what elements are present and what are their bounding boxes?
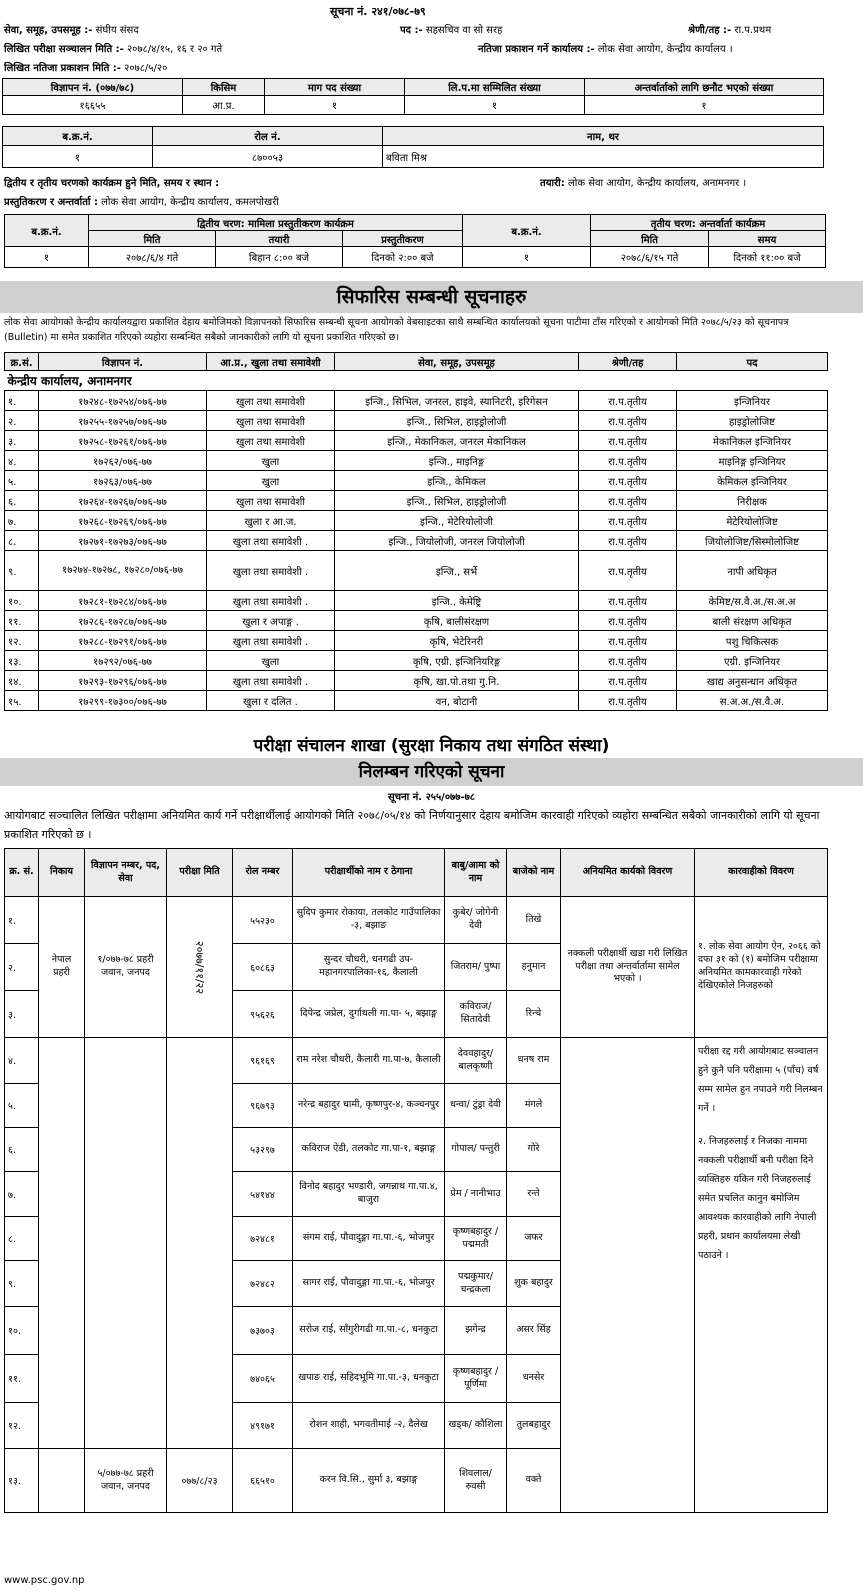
cell-susp-grandfather: हनुमान [507,944,561,991]
th-serial: ब.क्र.नं. [3,127,153,146]
cell-susp-grandfather: वक्ते [507,1449,561,1513]
cell-rec-category: खुला [207,451,335,471]
cell-susp-action [695,1038,828,1513]
cell-rec-class: रा.प.तृतीय [579,491,677,511]
cell-t-serial: १ [463,247,591,268]
cell-rec-adv: १७२६४-१७२६७/०७६-७७ [39,491,207,511]
th-s-serial2: ब.क्र.नं. [463,215,591,247]
cell-rec-service: कृषि, खा.पो.तथा गु.नि. [335,671,579,691]
schedule-label: द्वितीय र तृतीय चरणको कार्यक्रम हुने मिति, समय र स्थान : [4,178,220,189]
cell-rec-post: केमिकल इन्जिनियर [677,471,828,491]
cell-rec-sn: ७. [5,511,39,531]
suspension-title: निलम्बन गरिएको सूचना [0,758,863,786]
cell-susp-grandfather: जफर [507,1217,561,1261]
th-rec-service: सेवा, समूह, उपसमूह [335,353,579,371]
cell-susp-adv-empty [85,1038,167,1449]
cell-susp-sn: १३. [5,1449,39,1513]
cell-susp-grandfather: धनसेर [507,1355,561,1403]
cell-rec-service: इन्जि., मेटेरियोलोजी [335,511,579,531]
table-row [5,391,828,411]
cell-demand: १ [265,96,405,115]
exam-date-value: २०७८/४/१५, १६ र २० गते [126,44,223,55]
cell-susp-sn: २. [5,944,39,991]
cell-rec-sn: १४. [5,671,39,691]
cell-rec-category: खुला तथा समावेशी [207,491,335,511]
action-legal-text: २. निजहरुलाई र निजका नाममा नक्कली परीक्षार्थी बनी परीक्षा दिने व्यक्तिहरु यकिन गरी निजहरुलाई समेत प्रचलित कानुन बमोजिम आवश्यक कारवाहीको लागि नेपाली प्रहरी, प्रधान कार्यालयमा लेखी पठाउने । [698,1136,817,1261]
cell-rec-sn: १०. [5,591,39,611]
cell-susp-parents: गोपाल/ पन्तुरी [445,1128,507,1172]
cell-rec-service: इन्जि., केमिकल [335,471,579,491]
table-row [5,611,828,631]
cell-susp-roll: ७२४८२ [233,1261,293,1307]
cell-rec-adv: १७२७४-१७२७८, १७२८०/०७६-७७ [39,551,207,591]
cell-rec-sn: १२. [5,631,39,651]
cell-rec-category: खुला र अपाङ्ग . [207,611,335,631]
cell-rec-service: वन, बोटानी [335,691,579,711]
cell-s-date: २०७८/६/४ गते [89,247,216,268]
cell-serial: १ [3,146,153,168]
cell-susp-parents: जितराम/ पुष्पा [445,944,507,991]
cell-susp-irregular-empty [561,1038,695,1513]
cell-susp-parents: पद्मकुमार/ चन्द्रकला [445,1261,507,1307]
cell-participants: १ [405,96,585,115]
cell-rec-sn: ८. [5,531,39,551]
th-rec-class: श्रेणी/तह [579,353,677,371]
cell-susp-roll: ५५२३० [233,897,293,944]
cell-susp-sn: ७. [5,1172,39,1217]
table-row [5,897,828,944]
cell-susp-name: सरोज राई, साँगुरीगढी गा.पा.-८, धनकुटा [293,1307,445,1355]
pres-value: लोक सेवा आयोग, केन्द्रीय कार्यालय, कमलपोखरी [101,197,279,208]
cell-rec-category: खुला तथा समावेशी [207,391,335,411]
cell-susp-name: सुदिप कुमार रोकाया, तलकोट गाउँपालिका -३, बझाङ [293,897,445,944]
cell-susp-parents: कुबेर/ जोगेनी देवी [445,897,507,944]
cell-rec-adv: १७२५५-१७२५७/०७६-७७ [39,411,207,431]
service-label: सेवा, समूह, उपसमूह :- [4,25,93,36]
th-type: किसिम [183,79,265,96]
cell-rec-sn: ५. [5,471,39,491]
cell-rec-category: खुला र दलित . [207,691,335,711]
cell-rec-class: रा.प.तृतीय [579,551,677,591]
cell-susp-grandfather: मंगले [507,1084,561,1128]
th-susp-roll: रोल नम्बर [233,849,293,897]
cell-rec-sn: ११. [5,611,39,631]
cell-susp-sn: ५. [5,1084,39,1128]
schedule-table [4,214,826,268]
cell-rec-adv: १७२५८-१७२६१/०७६-७७ [39,431,207,451]
table-row [5,671,828,691]
cell-rec-class: रा.प.तृतीय [579,531,677,551]
cell-rec-service: कृषि, भेटेरिनरी [335,631,579,651]
candidate-table [2,126,824,168]
cell-rec-class: रा.प.तृतीय [579,411,677,431]
cell-susp-grandfather: रन्ते [507,1172,561,1217]
table-row [5,451,828,471]
th-date3: मिति [591,231,709,247]
table-row [5,631,828,651]
cell-rec-service: कृषि, बालीसंरक्षण [335,611,579,631]
cell-s-pres: दिनको २:०० बजे [343,247,463,268]
cell-rec-class: रा.प.तृतीय [579,511,677,531]
cell-rec-post: बाली संरक्षण अधिकृत [677,611,828,631]
table-row [5,691,828,711]
th-selected: अन्तर्वार्ताको लागि छनौट भएको संख्या [585,79,824,96]
cell-susp-name: संगम राई, पौवादुङ्गा गा.पा.-६, भोजपुर [293,1217,445,1261]
cell-rec-class: रा.प.तृतीय [579,391,677,411]
cell-susp-roll: ९५६२६ [233,991,293,1038]
cell-rec-category: खुला तथा समावेशी . [207,671,335,691]
cell-rec-sn: २. [5,411,39,431]
cell-susp-sn: ६. [5,1128,39,1172]
th-second-stage: द्वितीय चरण: मामिला प्रस्तुतीकरण कार्यक्रम [89,215,463,231]
th-rec-sn: क्र.सं. [5,353,39,371]
cell-adv-no: १६६५५ [3,96,183,115]
cell-susp-sn: ४. [5,1038,39,1084]
cell-type: आ.प्र. [183,96,265,115]
cell-rec-category: खुला तथा समावेशी . [207,551,335,591]
cell-rec-service: इन्जि., सर्भे [335,551,579,591]
exam-date-label: लिखित परीक्षा सञ्चालन मिति :- [4,44,124,55]
cell-susp-action: १. लोक सेवा आयोग ऐन, २०६६ को दफा ३१ को (१) बमोजिम परीक्षामा अनियमित कामकारवाही गरेको देखिएकोले निजहरुको [695,897,828,1038]
cell-susp-parents: देववहादुर/ बालकृष्णी [445,1038,507,1084]
cell-susp-sn: १. [5,897,39,944]
recommendation-table [4,352,828,711]
cell-rec-service: इन्जि., मेकानिकल, जनरल मेकानिकल [335,431,579,451]
th-participants: लि.प.मा सम्मिलित संख्या [405,79,585,96]
th-prep: तयारी [216,231,343,247]
cell-susp-grandfather: धनष राम [507,1038,561,1084]
cell-rec-post: निरीक्षक [677,491,828,511]
th-third-stage: तृतीय चरण: अन्तर्वार्ता कार्यक्रम [591,215,826,231]
th-susp-grandfather: बाजेको नाम [507,849,561,897]
th-susp-agency: निकाय [39,849,85,897]
cell-rec-class: रा.प.तृतीय [579,451,677,471]
cell-roll: ८७००५३ [153,146,383,168]
cell-susp-parents: कविराज/ सितादेवी [445,991,507,1038]
cell-susp-sn: ११. [5,1355,39,1403]
action-suspend-text: परीक्षा रद्द गरी आयोगबाट सञ्चालन हुने कुनै पनि परीक्षामा ५ (पाँच) वर्ष सम्म सामेल हुन नपाउने गरी निलम्बन गर्ने । [698,1046,823,1114]
cell-susp-name: सागर राई, पौवादुङ्गा गा.पा.-६, भोजपुर [293,1261,445,1307]
office-value: लोक सेवा आयोग, केन्द्रीय कार्यालय । [597,44,733,55]
th-rec-adv: विज्ञापन नं. [39,353,207,371]
th-susp-name: परीक्षार्थीको नाम र ठेगाना [293,849,445,897]
th-date2: मिति [89,231,216,247]
cell-rec-adv: १७२९३-१७२९६/०७६-७७ [39,671,207,691]
cell-susp-name: रोशन शाही, भगवतीमाई -२, दैलेख [293,1403,445,1449]
table-row [5,491,828,511]
cell-rec-class: रा.प.तृतीय [579,471,677,491]
cell-rec-adv: १७२८८-१७२९१/०७६-७७ [39,631,207,651]
cell-susp-roll: ९६७९३ [233,1084,293,1128]
exam-date-vertical: २०७७/११/२२ [192,940,206,994]
cell-susp-grandfather: तुलबहादुर [507,1403,561,1449]
cell-rec-adv: १७२८६-१७२८७/०७६-७७ [39,611,207,631]
cell-selected: १ [585,96,824,115]
cell-rec-category: खुला र आ.ज. [207,511,335,531]
th-name: नाम, थर [383,127,824,146]
cell-rec-post: खाद्य अनुसन्धान अधिकृत [677,671,828,691]
cell-rec-post: हाइड्रोलोजिष्ट [677,411,828,431]
cell-rec-class: रा.प.तृतीय [579,651,677,671]
cell-rec-sn: ९. [5,551,39,591]
cell-susp-agency-empty [39,1038,85,1449]
cell-susp-roll: ५४१४४ [233,1172,293,1217]
cell-rec-service: इन्जि., केमेष्ट्रि [335,591,579,611]
cell-susp-date [167,897,233,1038]
cell-name: बविता मिश्र [383,146,824,168]
rec-office: केन्द्रीय कार्यालय, अनामनगर [5,371,828,391]
th-susp-date: परीक्षा मिति [167,849,233,897]
th-susp-sn: क्र. सं. [5,849,39,897]
cell-susp-roll: ७४०६५ [233,1355,293,1403]
cell-susp-roll: ७२४८१ [233,1217,293,1261]
table-row [5,591,828,611]
footer-url[interactable]: www.psc.gov.np [4,1575,85,1586]
table-row [5,511,828,531]
cell-rec-sn: १३. [5,651,39,671]
cell-rec-post: स.अ.अ./स.वै.अ. [677,691,828,711]
suspension-table [4,848,828,1513]
cell-susp-parents: झगेन्द्र [445,1307,507,1355]
cell-rec-class: रा.प.तृतीय [579,691,677,711]
cell-susp-parents: कृष्णबहादुर /पद्ममती [445,1217,507,1261]
cell-rec-adv: १७२७१-१७२७३/०७६-७७ [39,531,207,551]
cell-susp-grandfather: तिखे [507,897,561,944]
result-date-label: लिखित नतिजा प्रकाशन मिति :- [4,63,121,74]
cell-susp-agency: नेपाल प्रहरी [39,897,85,1038]
cell-rec-class: रा.प.तृतीय [579,591,677,611]
cell-rec-service: कृषि, एग्री. इन्जिनियरिङ्ग [335,651,579,671]
cell-rec-category: खुला तथा समावेशी . [207,531,335,551]
cell-rec-class: रा.प.तृतीय [579,431,677,451]
cell-rec-category: खुला तथा समावेशी . [207,591,335,611]
cell-susp-sn: ३. [5,991,39,1038]
result-date-value: २०७८/५/२० [124,63,168,74]
cell-s-prep: बिहान ८:०० बजे [216,247,343,268]
cell-susp-grandfather: गोरे [507,1128,561,1172]
cell-rec-post: इन्जिनियर [677,391,828,411]
cell-rec-class: रा.प.तृतीय [579,671,677,691]
cell-susp-roll: ७३७०३ [233,1307,293,1355]
cell-rec-sn: ४. [5,451,39,471]
cell-susp-name: दिपेन्द्र जप्रेल, दुर्गाथली गा.पा- ५, बझाङ्ग [293,991,445,1038]
cell-rec-adv: १७२४८-१७२५४/०७६-७७ [39,391,207,411]
cell-susp-irregular: नक्कली परीक्षार्थी खडा गरी लिखित परीक्षा तथा अन्तर्वार्तामा सामेल भएको । [561,897,695,1038]
table-row [5,431,828,451]
cell-rec-service: इन्जि., सिभिल, जनरल, हाइवे, स्यानिटरी, इरिगेसन [335,391,579,411]
th-roll: रोल नं. [153,127,383,146]
cell-susp-name: खपाङ राई, सहिदभूमि गा.पा.-३, धनकुटा [293,1355,445,1403]
pres-label: प्रस्तुतिकरण र अन्तर्वार्ता : [4,197,98,208]
cell-susp-roll: ९६१६९ [233,1038,293,1084]
cell-rec-category: खुला तथा समावेशी . [207,631,335,651]
post-label: पद :- [400,25,423,36]
cell-susp-sn: ९. [5,1261,39,1307]
th-presentation: प्रस्तुतीकरण [343,231,463,247]
th-rec-post: पद [677,353,828,371]
cell-rec-post: पशु चिकित्सक [677,631,828,651]
cell-susp-grandfather: रिन्चे [507,991,561,1038]
cell-rec-service: इन्जि., जियोलोजी, जनरल जियोलोजी [335,531,579,551]
cell-rec-post: नापी अधिकृत [677,551,828,591]
cell-rec-class: रा.प.तृतीय [579,611,677,631]
cell-rec-adv: १७२६२/०७६-७७ [39,451,207,471]
cell-rec-post: माइनिङ्ग इन्जिनियर [677,451,828,471]
rec-title: सिफारिस सम्बन्धी सूचनाहरु [0,281,863,313]
table-row [5,471,828,491]
suspension-number: सूचना नं. २५५/०७७-७८ [388,792,475,803]
cell-susp-adv: ५/०७७-७८ प्रहरी जवान, जनपद [85,1449,167,1513]
cell-susp-sn: १०. [5,1307,39,1355]
cell-susp-name: कविराज ऐडी, तलकोट गा.पा-१, बझाङ्ग [293,1128,445,1172]
cell-rec-adv: १७२९९-१७३००/०७६-७७ [39,691,207,711]
cell-t-date: २०७८/६/१५ गते [591,247,709,268]
table-row [5,411,828,431]
prep-value: लोक सेवा आयोग, केन्द्रीय कार्यालय, अनामनगर । [567,178,747,189]
th-susp-irregular: अनियमित कार्यको विवरण [561,849,695,897]
th-rec-category: आ.प्र., खुला तथा समावेशी [207,353,335,371]
cell-susp-roll: ४९१७१ [233,1403,293,1449]
cell-rec-service: इन्जि., सिभिल, हाइड्रोलोजी [335,411,579,431]
cell-susp-name: विनोद बहादुर भण्डारी, जगन्नाथ गा.पा.४, बाजुरा [293,1172,445,1217]
class-label: श्रेणी/तह :- [688,25,732,36]
cell-susp-parents: प्रेम / नानीभाउ [445,1172,507,1217]
class-value: रा.प.प्रथम [734,25,772,36]
notice-number: सूचना नं. २४१/०७८-७९ [330,5,426,18]
cell-rec-sn: १५. [5,691,39,711]
cell-susp-sn: १२. [5,1403,39,1449]
cell-susp-date-empty [167,1038,233,1449]
service-value: संघीय संसद [95,25,139,36]
table-row [5,531,828,551]
cell-rec-adv: १७२६८-१७२६९/०७६-७७ [39,511,207,531]
cell-rec-adv: १७२६३/०७६-७७ [39,471,207,491]
cell-susp-parents: शिवलाल/ रुवसी [445,1449,507,1513]
th-adv-no: विज्ञापन नं. (०७७/७८) [3,79,183,96]
table-row [5,551,828,591]
th-susp-action: कारवाहीको विवरण [695,849,828,897]
cell-rec-category: खुला [207,471,335,491]
cell-susp-parents: धन्वा/ टुंड्रा देवी [445,1084,507,1128]
suspension-intro: आयोगबाट सञ्चालित लिखित परीक्षामा अनियमित कार्य गर्ने परीक्षार्थीलाई आयोगको मिति २०७८/०५/१४ को निर्णयानुसार देहाय बमोजिम कारवाही गरिएको व्यहोरा सम्बन्धित सबैको जानकारीको लागि यो सूचना प्रकाशित गरिएको छ । [4,809,820,841]
cell-susp-name: नरेन्द्र बहादुर धामी, कृष्णपुर-४, कञ्चनपुर [293,1084,445,1128]
cell-rec-post: एग्री. इन्जिनियर [677,651,828,671]
cell-susp-name: राम नरेश चौधरी, कैलारी गा.पा-७, कैलाली [293,1038,445,1084]
th-susp-parents: बाबु/आमा को नाम [445,849,507,897]
post-value: सहसचिव वा सो सरह [425,25,503,36]
cell-rec-category: खुला [207,651,335,671]
cell-rec-sn: ३. [5,431,39,451]
cell-susp-name: सुन्दर चौधरी, धनगढी उप-महानगरपालिका-१६, कैलाली [293,944,445,991]
cell-susp-roll: ५३२९७ [233,1128,293,1172]
cell-susp-roll: ६०८६३ [233,944,293,991]
th-time3: समय [709,231,826,247]
prep-label: तयारी: [540,178,565,189]
cell-rec-category: खुला तथा समावेशी [207,411,335,431]
cell-susp-parents: खड्क/ कौशिला [445,1403,507,1449]
cell-rec-class: रा.प.तृतीय [579,631,677,651]
cell-susp-agency-empty [39,1449,85,1513]
th-demand: माग पद संख्या [265,79,405,96]
cell-t-time: दिनको ११:०० बजे [709,247,826,268]
cell-rec-sn: ६. [5,491,39,511]
cell-rec-adv: १७२८१-१७२८४/०७६-७७ [39,591,207,611]
th-s-serial: ब.क्र.नं. [5,215,89,247]
cell-rec-adv: १७२९२/०७६-७७ [39,651,207,671]
cell-rec-post: केमिष्ट/स.वै.अ./स.अ.अ [677,591,828,611]
th-susp-adv: विज्ञापन नम्बर, पद, सेवा [85,849,167,897]
cell-susp-parents: कृष्णबहादुर / पूर्णिमा [445,1355,507,1403]
cell-s-serial: १ [5,247,89,268]
table-row [5,651,828,671]
office-label: नतिजा प्रकाशन गर्ने कार्यालय :- [478,44,595,55]
cell-susp-adv: १/०७७-७८ प्रहरी जवान, जनपद [85,897,167,1038]
cell-rec-category: खुला तथा समावेशी [207,431,335,451]
cell-susp-name: करन वि.सि., सुर्मा ३, बझाङ्ग [293,1449,445,1513]
branch-title: परीक्षा संचालन शाखा (सुरक्षा निकाय तथा संगठित संस्था) [253,736,610,756]
cell-rec-service: इन्जि., माइनिङ्ग [335,451,579,471]
cell-rec-post: मेटेरियोलोजिष्ट [677,511,828,531]
vacancy-table [2,78,824,115]
table-row [5,1038,828,1084]
rec-intro: लोक सेवा आयोगको केन्द्रीय कार्यालयद्वारा प्रकाशित देहाय बमोजिमको विज्ञापनको सिफारिस सम्बन्धी सूचना आयोगको वेबसाइटका साथै सम्बन्धित कार्यालयको सूचना पाटीमा टाँस गरिएको र आयोगको मिति २०७८/५/२३ को सूचनापत्र (Bulletin) मा समेत प्रकाशित गरिएको व्यहोरा सम्बन्धित सबैको जानकारीको लागि यो सूचना प्रकाशित गरिएको छ। [4,317,789,343]
cell-susp-grandfather: शुक बहादुर [507,1261,561,1307]
cell-rec-sn: १. [5,391,39,411]
cell-rec-post: जियोलोजिष्ट/सिस्मोलोजिष्ट [677,531,828,551]
cell-rec-service: इन्जि., सिभिल, हाइड्रोलोजी [335,491,579,511]
cell-susp-date: ०७७/८/२३ [167,1449,233,1513]
cell-susp-sn: ८. [5,1217,39,1261]
cell-susp-roll: ६६५१० [233,1449,293,1513]
cell-rec-post: मेकानिकल इन्जिनियर [677,431,828,451]
cell-susp-grandfather: असर सिंह [507,1307,561,1355]
